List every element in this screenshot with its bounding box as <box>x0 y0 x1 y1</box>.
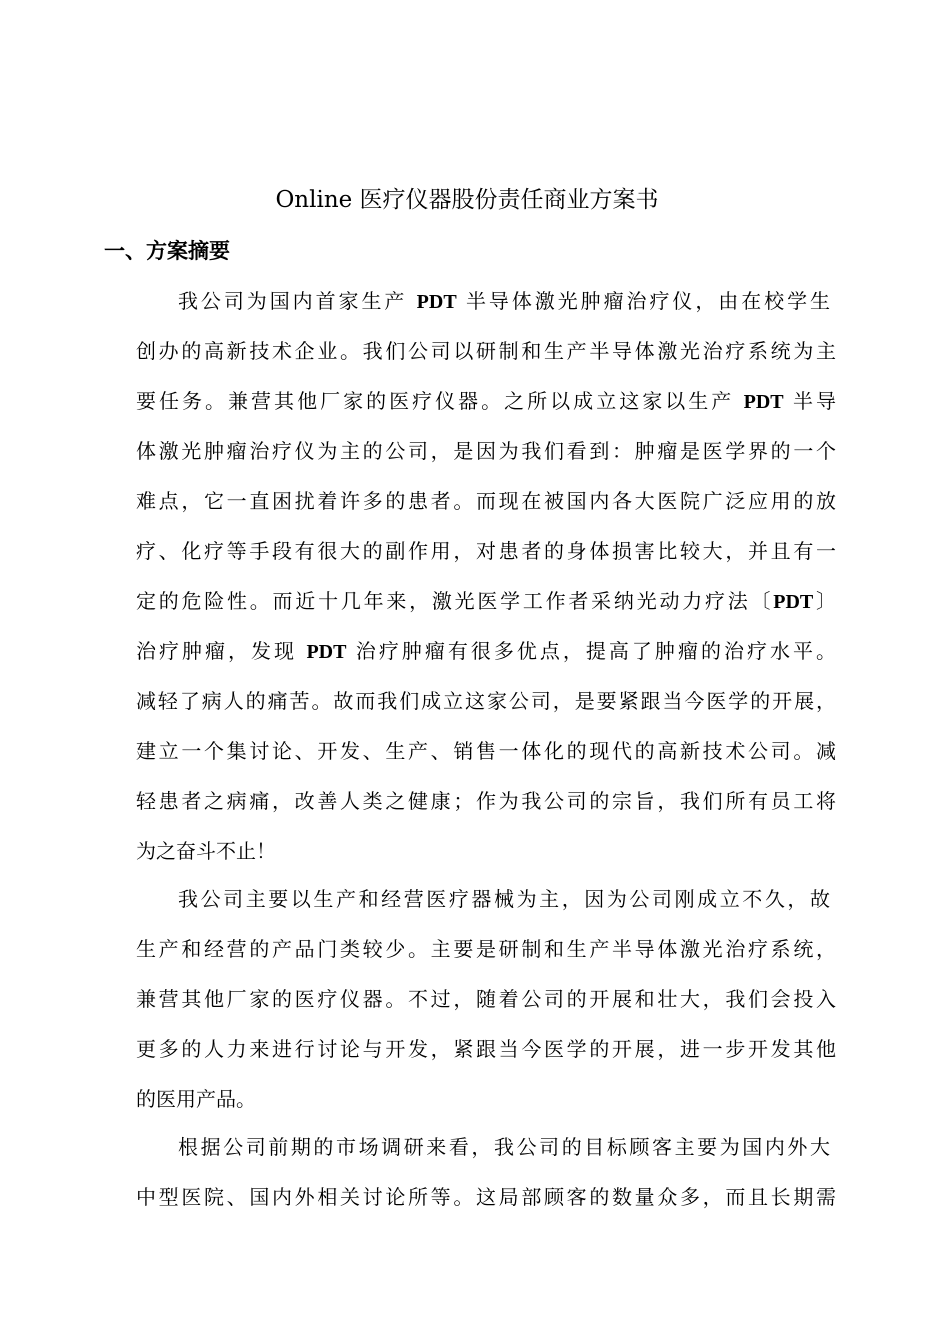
text-run: 治疗肿瘤有很多优点，提高了肿瘤的治疗水平。 <box>346 639 836 663</box>
paragraph-1-line <box>136 586 836 617</box>
text-run: 为之奋斗不止！ <box>136 839 276 863</box>
text-run: 〕 <box>813 589 837 613</box>
text-run: 半导 <box>783 389 837 413</box>
paragraph-2-line <box>136 984 836 1014</box>
text-run: 兼营其他厂家的医疗仪器。不过，随着公司的开展和壮大，我们会投入 <box>136 987 836 1011</box>
text-run: 创办的高新技术企业。我们公司以研制和生产半导体激光治疗系统为主 <box>136 339 836 363</box>
pdt-term: PDT <box>306 641 347 663</box>
text-run: 根据公司前期的市场调研来看，我公司的目标顾客主要为国内外大 <box>178 1135 830 1159</box>
text-run: 要任务。兼营其他厂家的医疗仪器。之所以成立这家以生产 <box>136 389 744 413</box>
pdt-term: PDT <box>773 591 814 613</box>
text-run: 体激光肿瘤治疗仪为主的公司，是因为我们看到：肿瘤是医学界的一个 <box>136 439 836 463</box>
text-run: 建立一个集讨论、开发、生产、销售一体化的现代的高新技术公司。减 <box>136 739 836 763</box>
pdt-term: PDT <box>416 291 457 313</box>
paragraph-2-line <box>136 934 836 964</box>
paragraph-1-line <box>136 636 836 667</box>
text-run: 减轻了病人的痛苦。故而我们成立这家公司，是要紧跟当今医学的开展， <box>136 689 836 713</box>
text-run: 的医用产品。 <box>136 1087 256 1111</box>
text-run: 中型医院、国内外相关讨论所等。这局部顾客的数量众多，而且长期需 <box>136 1185 836 1209</box>
paragraph-2-line <box>178 884 830 914</box>
text-run: 治疗肿瘤，发现 <box>136 639 307 663</box>
paragraph-2-line <box>136 1084 836 1114</box>
text-run: 我公司主要以生产和经营医疗器械为主，因为公司刚成立不久，故 <box>178 887 830 911</box>
paragraph-1-line <box>136 836 836 866</box>
text-run: 半导体激光肿瘤治疗仪，由在校学生 <box>456 289 831 313</box>
paragraph-1-line <box>136 536 836 566</box>
paragraph-3-line <box>136 1182 836 1212</box>
paragraph-1-line <box>136 336 836 366</box>
paragraph-2-line <box>136 1034 836 1064</box>
paragraph-1-line <box>136 736 836 766</box>
text-run: 生产和经营的产品门类较少。主要是研制和生产半导体激光治疗系统， <box>136 937 836 961</box>
text-run: 更多的人力来进行讨论与开发，紧跟当今医学的开展，进一步开发其他 <box>136 1037 836 1061</box>
paragraph-1-line <box>136 436 836 466</box>
paragraph-1-line <box>136 786 836 816</box>
paragraph-1-line <box>136 486 836 516</box>
document-title: Online 医疗仪器股份责任商业方案书 <box>275 187 659 213</box>
text-run: 轻患者之病痛，改善人类之健康；作为我公司的宗旨，我们所有员工将 <box>136 789 836 813</box>
text-run: 定的危险性。而近十几年来，激光医学工作者采纳光动力疗法〔 <box>136 589 774 613</box>
text-run: 难点，它一直困扰着许多的患者。而现在被国内各大医院广泛应用的放 <box>136 489 836 513</box>
pdt-term: PDT <box>743 391 784 413</box>
text-run: 疗、化疗等手段有很大的副作用，对患者的身体损害比较大，并且有一 <box>136 539 836 563</box>
section-heading: 一、方案摘要 <box>104 238 230 263</box>
text-run: 我公司为国内首家生产 <box>178 289 417 313</box>
paragraph-1-line <box>136 686 836 716</box>
paragraph-3-line <box>178 1132 830 1162</box>
paragraph-1-line <box>178 286 830 317</box>
paragraph-1-line <box>136 386 836 417</box>
